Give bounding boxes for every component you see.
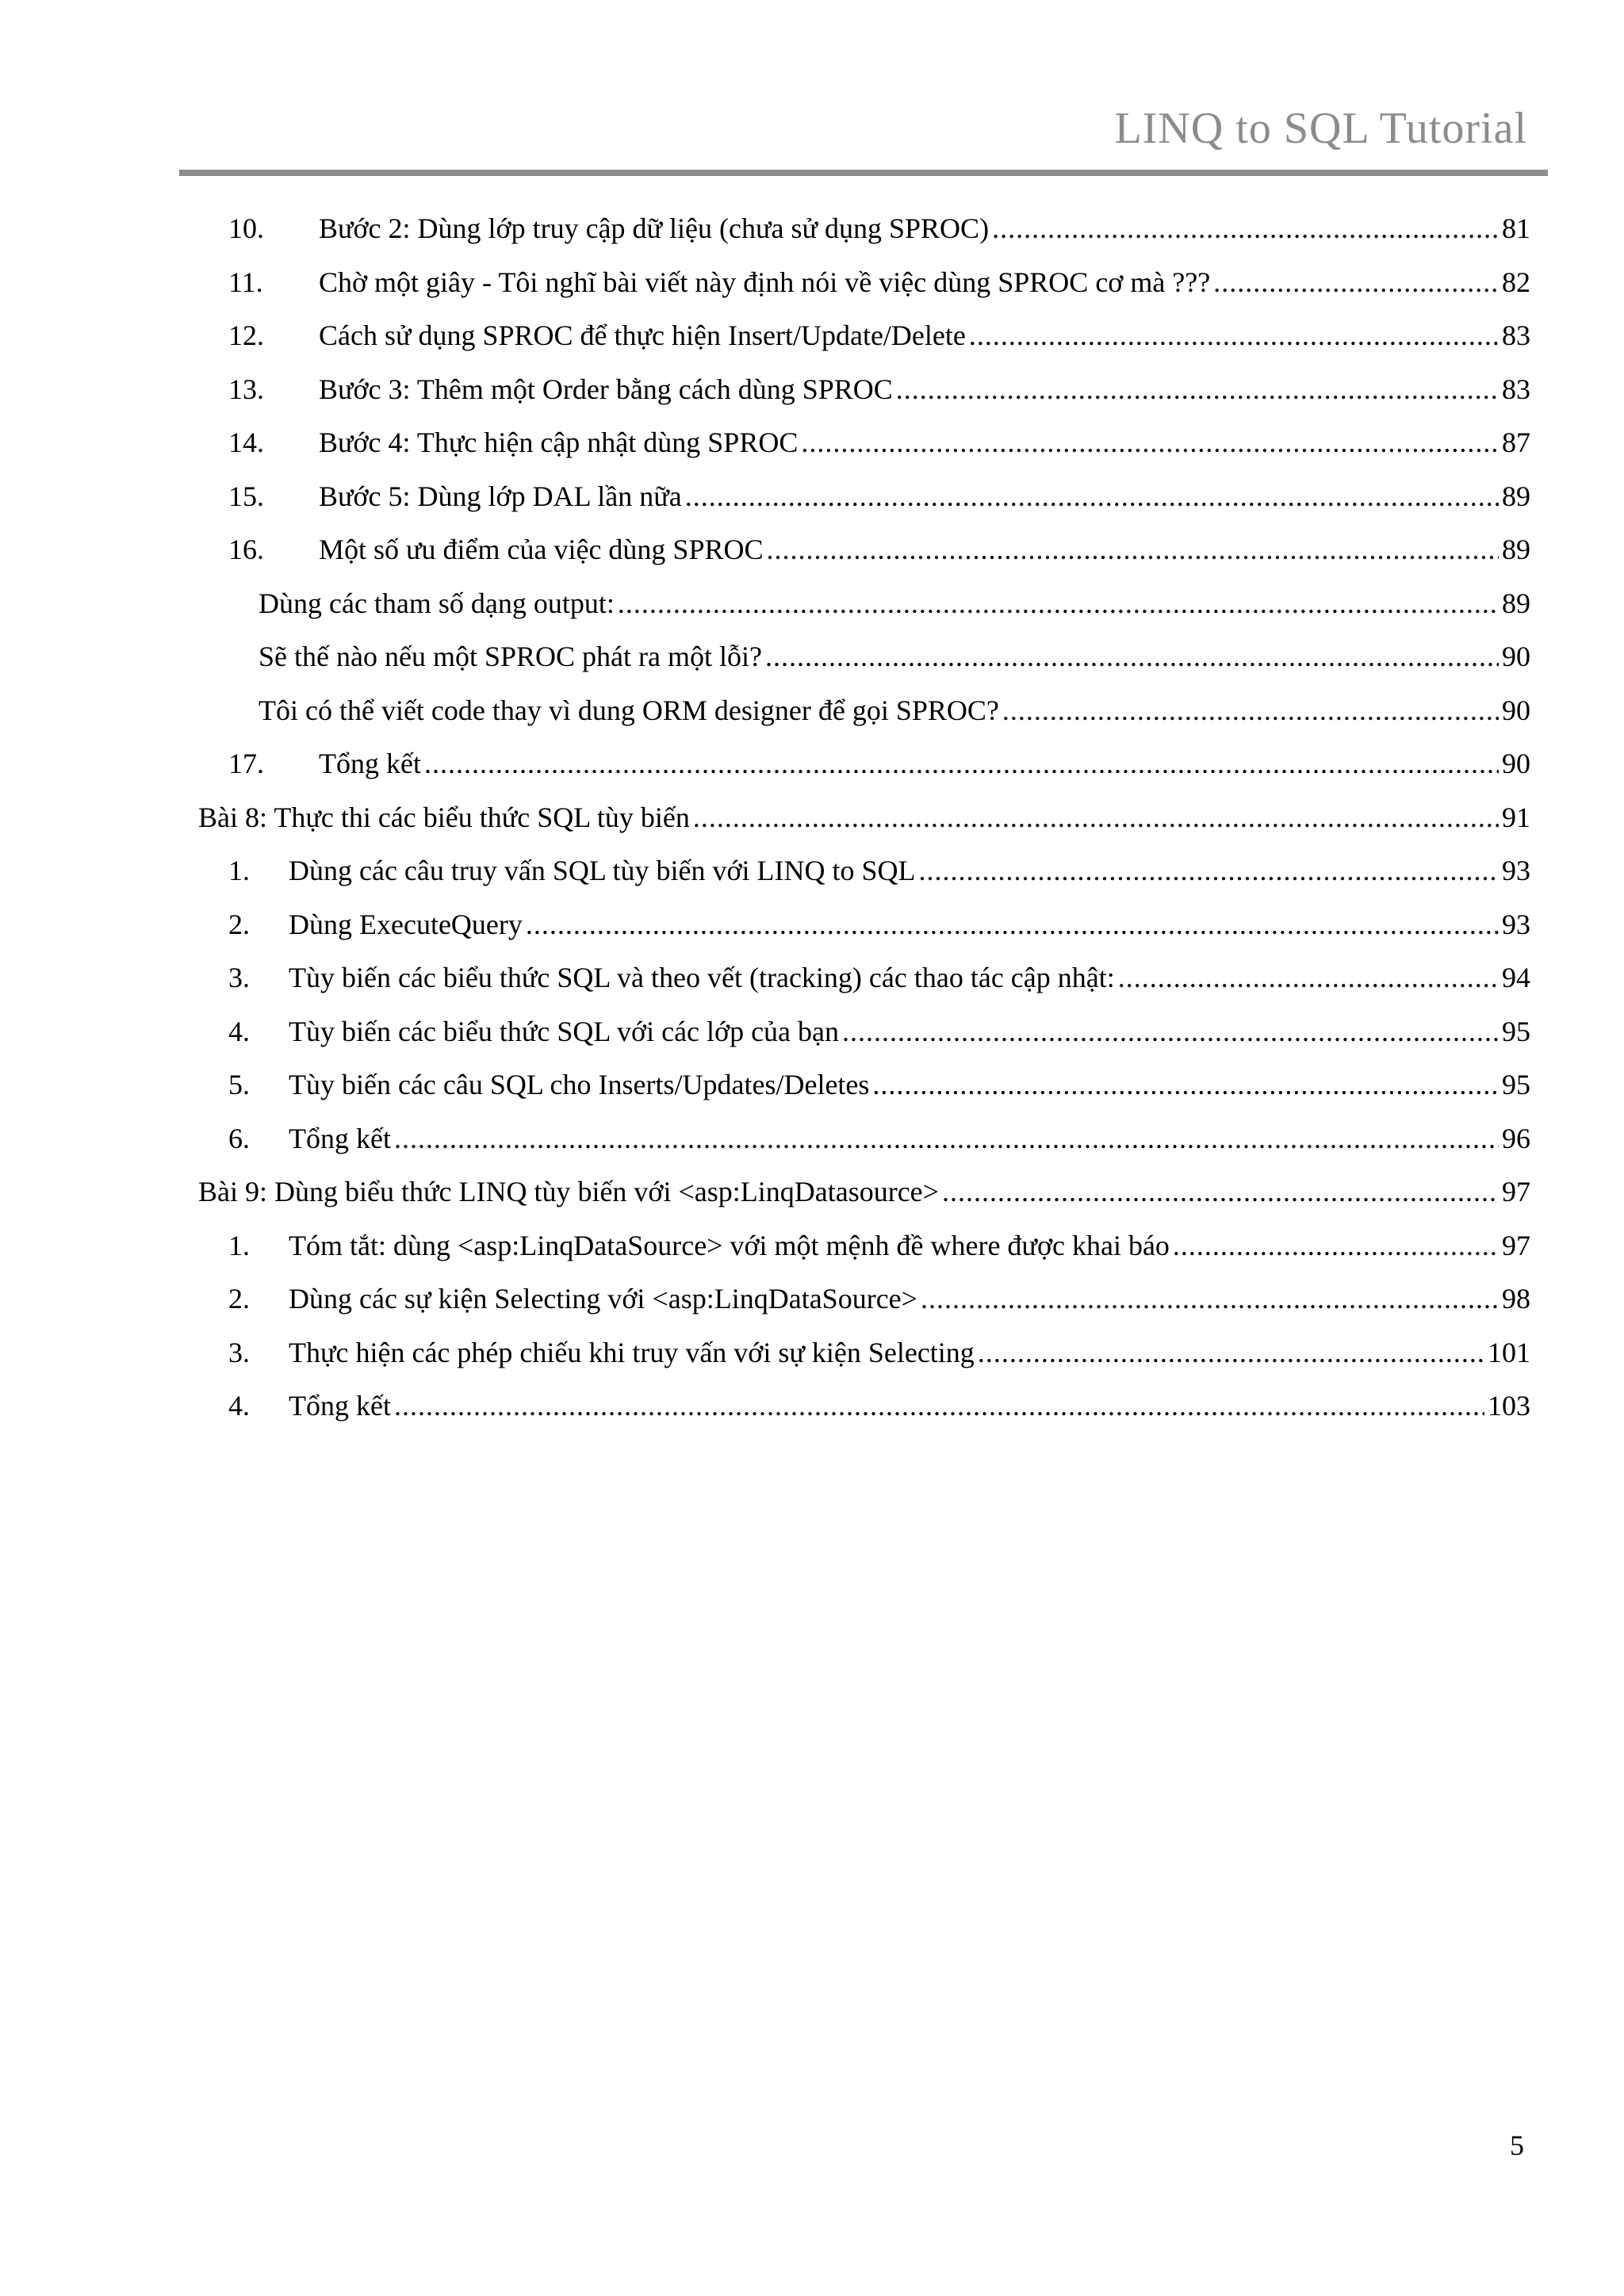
toc-dot-leader (919, 847, 1499, 894)
toc-entry-page: 97 (1502, 1176, 1530, 1207)
toc-entry-title: Dùng ExecuteQuery (289, 908, 523, 940)
toc-dot-leader (842, 1008, 1499, 1055)
toc-entry[interactable] (0, 847, 1624, 894)
toc-entry-page: 93 (1502, 855, 1530, 886)
toc-entry-title: Tổng kết (289, 1390, 391, 1422)
toc-entry-title: Tùy biến các biểu thức SQL và theo vết (tracking) các thao tác cập nhật: (289, 962, 1115, 993)
toc-entry-page: 95 (1502, 1015, 1530, 1047)
toc-entry-line (319, 473, 1530, 520)
toc-entry-line (289, 1008, 1530, 1055)
toc-entry-line (319, 740, 1530, 787)
toc-entry-line (319, 312, 1530, 359)
toc-entry-line (289, 1329, 1530, 1376)
toc-entry-line (259, 633, 1530, 680)
toc-entry-title: Thực hiện các phép chiếu khi truy vấn với sự kiện Selecting (289, 1336, 975, 1368)
toc-entry-line (289, 901, 1530, 948)
toc-entry[interactable] (0, 794, 1624, 841)
toc-entry-title: Tổng kết (289, 1122, 391, 1154)
toc-entry-title: Dùng các tham số dạng output: (259, 587, 615, 619)
toc-entry-page: 97 (1502, 1229, 1530, 1261)
toc-dot-leader (942, 1168, 1499, 1215)
toc-entry-page: 90 (1502, 694, 1530, 726)
toc-entry-title: Bước 4: Thực hiện cập nhật dùng SPROC (319, 427, 799, 458)
toc-entry-number: 2. (228, 1283, 250, 1314)
toc-entry-number: 15. (228, 480, 264, 512)
toc-entry-page: 94 (1502, 962, 1530, 993)
toc-entry[interactable] (0, 1222, 1624, 1269)
toc-entry[interactable] (0, 687, 1624, 734)
toc-entry[interactable] (0, 901, 1624, 948)
toc-entry-number: 11. (228, 266, 263, 298)
toc-entry-line (198, 1168, 1530, 1215)
toc-dot-leader (921, 1275, 1499, 1322)
toc-entry-title: Chờ một giây - Tôi nghĩ bài viết này định nói về việc dùng SPROC cơ mà ??? (319, 266, 1211, 298)
toc-entry-number: 4. (228, 1015, 250, 1047)
toc-entry-title: Dùng các sự kiện Selecting với <asp:LinqDataSource> (289, 1283, 917, 1314)
toc-entry-line (259, 580, 1530, 627)
toc-entry-page: 89 (1502, 534, 1530, 565)
toc-dot-leader (1173, 1222, 1499, 1269)
toc-entry-line (289, 1382, 1530, 1429)
toc-entry[interactable] (0, 580, 1624, 627)
toc-entry-page: 101 (1488, 1336, 1530, 1368)
toc-entry-page: 89 (1502, 480, 1530, 512)
toc-dot-leader (1118, 954, 1499, 1001)
toc-entry-number: 3. (228, 1336, 250, 1368)
toc-entry-line (319, 419, 1530, 466)
toc-entry-page: 91 (1502, 801, 1530, 833)
toc-entry-line (289, 1061, 1530, 1108)
toc-dot-leader (978, 1329, 1484, 1376)
toc-entry[interactable] (0, 954, 1624, 1001)
toc-entry-line (289, 954, 1530, 1001)
toc-entry[interactable] (0, 1275, 1624, 1322)
toc-entry-page: 103 (1488, 1390, 1530, 1422)
toc-dot-leader (1213, 258, 1499, 306)
toc-entry[interactable] (0, 419, 1624, 466)
toc-entry-line (289, 847, 1530, 894)
toc-dot-leader (765, 633, 1499, 680)
toc-entry-title: Bước 2: Dùng lớp truy cập dữ liệu (chưa sử dụng SPROC) (319, 212, 990, 244)
toc-dot-leader (969, 312, 1499, 359)
toc-dot-leader (618, 580, 1499, 627)
toc-entry-number: 16. (228, 534, 264, 565)
toc-entry[interactable] (0, 1382, 1624, 1429)
toc-entry-page: 90 (1502, 748, 1530, 779)
toc-entry[interactable] (0, 473, 1624, 520)
toc-entry[interactable] (0, 740, 1624, 787)
toc-entry-title: Một số ưu điểm của việc dùng SPROC (319, 534, 764, 565)
toc-entry-number: 14. (228, 427, 264, 458)
toc-entry-title: Bài 8: Thực thi các biểu thức SQL tùy biến (198, 801, 690, 833)
toc-entry-page: 93 (1502, 908, 1530, 940)
toc-dot-leader (992, 205, 1499, 252)
toc-entry-title: Dùng các câu truy vấn SQL tùy biến với LINQ to SQL (289, 855, 916, 886)
toc-entry[interactable] (0, 1061, 1624, 1108)
toc-entry-page: 82 (1502, 266, 1530, 298)
toc-entry[interactable] (0, 365, 1624, 413)
toc-entry-title: Sẽ thế nào nếu một SPROC phát ra một lỗi? (259, 641, 762, 672)
toc-entry-number: 4. (228, 1390, 250, 1422)
toc-dot-leader (693, 794, 1499, 841)
toc-dot-leader (394, 1115, 1499, 1162)
toc-entry[interactable] (0, 258, 1624, 306)
toc-entry-title: Tôi có thể viết code thay vì dung ORM designer để gọi SPROC? (259, 694, 999, 726)
page-number: 5 (1510, 2130, 1524, 2161)
toc-entry-line (319, 205, 1530, 252)
toc-entry-title: Cách sử dụng SPROC để thực hiện Insert/Update/Delete (319, 320, 966, 351)
toc-entry-page: 95 (1502, 1069, 1530, 1100)
header-title: LINQ to SQL Tutorial (1114, 104, 1527, 153)
toc-entry-number: 10. (228, 212, 264, 244)
toc-entry-line (319, 526, 1530, 573)
toc-entry-number: 2. (228, 908, 250, 940)
toc-entry[interactable] (0, 633, 1624, 680)
toc-entry[interactable] (0, 312, 1624, 359)
toc-entry-line (319, 258, 1530, 306)
toc-entry-page: 89 (1502, 587, 1530, 619)
toc-entry-title: Bước 5: Dùng lớp DAL lần nữa (319, 480, 682, 512)
toc-entry-title: Tóm tắt: dùng <asp:LinqDataSource> với một mệnh đề where được khai báo (289, 1229, 1170, 1261)
toc-entry-title: Tùy biến các biểu thức SQL với các lớp của bạn (289, 1015, 840, 1047)
toc-dot-leader (872, 1061, 1499, 1108)
toc-entry-line (289, 1115, 1530, 1162)
toc-entry-number: 12. (228, 320, 264, 351)
toc-entry-page: 81 (1502, 212, 1530, 244)
toc-entry-title: Bài 9: Dùng biểu thức LINQ tùy biến với <asp:LinqDatasource> (198, 1176, 939, 1207)
toc-entry-page: 83 (1502, 320, 1530, 351)
toc-entry-number: 6. (228, 1122, 250, 1154)
toc-entry[interactable] (0, 1008, 1624, 1055)
toc-dot-leader (394, 1382, 1484, 1429)
toc-entry[interactable] (0, 1329, 1624, 1376)
toc-dot-leader (1002, 687, 1499, 734)
toc-dot-leader (526, 901, 1499, 948)
toc-entry-number: 17. (228, 748, 264, 779)
toc-entry-number: 13. (228, 373, 264, 405)
toc-dot-leader (801, 419, 1499, 466)
toc-entry-title: Tùy biến các câu SQL cho Inserts/Updates/Deletes (289, 1069, 870, 1100)
toc-entry-number: 5. (228, 1069, 250, 1100)
toc-entry-page: 90 (1502, 641, 1530, 672)
toc-dot-leader (896, 365, 1499, 413)
toc-entry-line (259, 687, 1530, 734)
toc-dot-leader (767, 526, 1500, 573)
toc-entry[interactable] (0, 1115, 1624, 1162)
toc-entry-number: 1. (228, 1229, 250, 1261)
toc-dot-leader (424, 740, 1499, 787)
toc-entry-page: 96 (1502, 1122, 1530, 1154)
toc-entry-line (289, 1275, 1530, 1322)
toc-entry-title: Tổng kết (319, 748, 421, 779)
toc-dot-leader (685, 473, 1499, 520)
header-rule (179, 170, 1548, 176)
toc-entry-line (198, 794, 1530, 841)
toc-entry-line (319, 365, 1530, 413)
toc-entry-page: 83 (1502, 373, 1530, 405)
toc-entry-number: 3. (228, 962, 250, 993)
toc-entry[interactable] (0, 205, 1624, 252)
toc-entry[interactable] (0, 1168, 1624, 1215)
toc-entry-number: 1. (228, 855, 250, 886)
toc-entry-title: Bước 3: Thêm một Order bằng cách dùng SPROC (319, 373, 893, 405)
toc-entry-page: 87 (1502, 427, 1530, 458)
toc-entry-page: 98 (1502, 1283, 1530, 1314)
toc-entry[interactable] (0, 526, 1624, 573)
toc-entry-line (289, 1222, 1530, 1269)
